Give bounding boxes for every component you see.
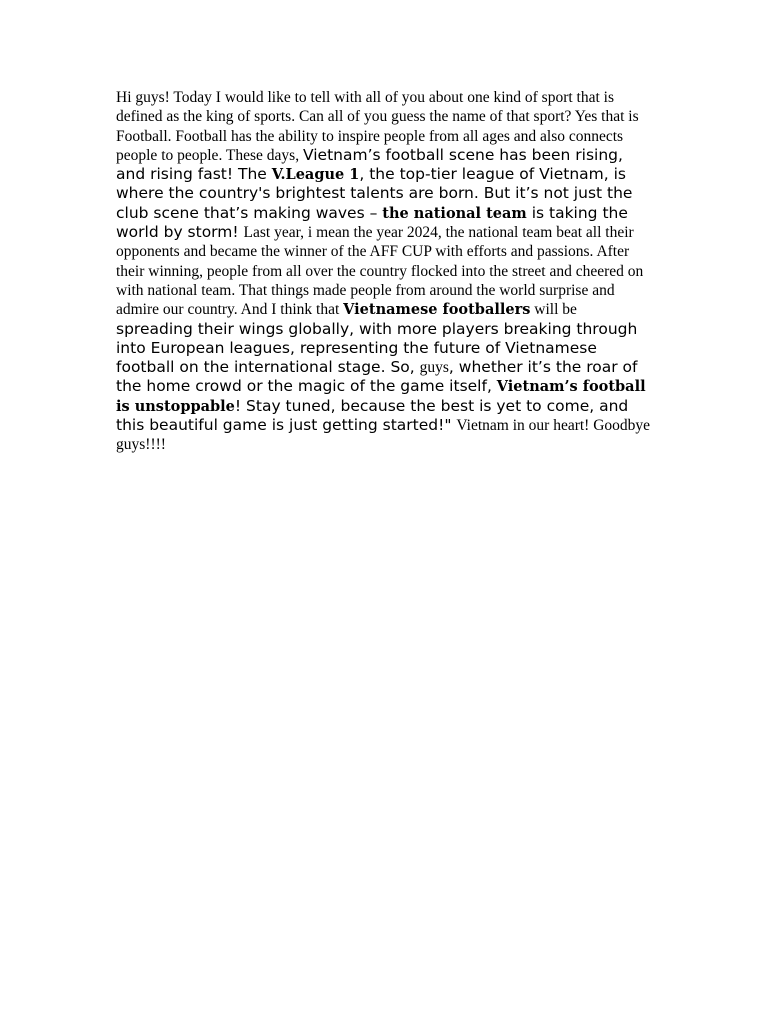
text-run-vleague: V.League 1 [271,166,360,184]
text-run-toptier: , the top-tier league of Vietnam, is where the country's brightest talents are born. But it’s not just the club scene that’s making waves – [116,165,633,222]
text-run-footballers: Vietnamese footballers [343,301,531,319]
body-paragraph [116,88,656,455]
text-run-national-team: the national team [382,204,527,222]
text-run-storm: is taking the world by storm! [116,203,628,242]
text-run-will-be: will be [530,301,577,319]
text-run-last-year: Last year, i mean the year 2024, the national team beat all their opponents and became the winner of the AFF CUP with efforts and passions. After their winning, people from all over the country flocked into the street and cheered on with national team. That things made people from around the world surprise and admire our country. And I think that [116,224,644,319]
text-run-goodbye: Vietnam in our heart! Goodbye guys!!!! [116,417,651,454]
text-run-roar: , whether it’s the roar of the home crowd or the magic of the game itself, [116,358,638,396]
text-run-scene: Vietnam’s football scene has been rising, and rising fast! The [116,145,623,184]
text-run-spreading: spreading their wings globally, with more players breaking through into European leagues, representing the future of Vietnamese football on the international stage. So, [116,319,638,377]
text-run-stay-tuned: ! Stay tuned, because the best is yet to come, and this beautiful game is just getting started!" [116,396,629,435]
text-run-unstoppable: Vietnam’s football is unstoppable [116,378,646,415]
text-run-guys: guys [419,359,449,377]
text-run-intro: Hi guys! Today I would like to tell with all of you about one kind of sport that is defined as the king of sports. Can all of you guess the name of that sport? Yes that is Football. Football has the ability to inspire people from all ages and also connects people to people. These days, [116,89,639,164]
